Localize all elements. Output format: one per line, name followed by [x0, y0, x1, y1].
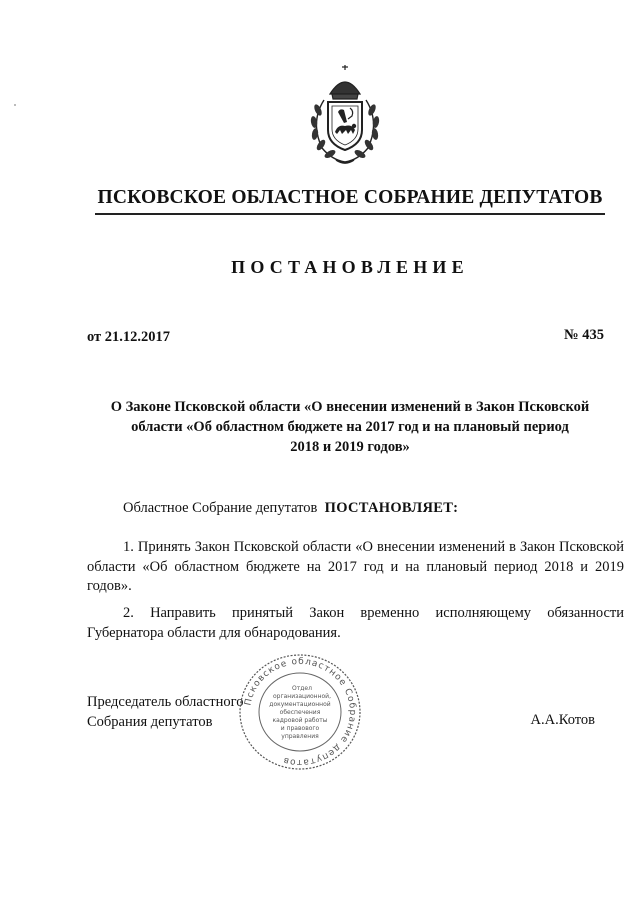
- stamp-inner-line: обеспечения: [279, 709, 321, 716]
- stamp-outer-text: Псковское областное Собрание депутатов: [243, 656, 358, 768]
- stamp-inner-line: Отдел: [292, 685, 312, 692]
- resolution-item-1: 1. Принять Закон Псковской области «О внесении изменений в Закон Псковской области «Об областном бюджете на 2017 год и на плановый период 2018 и 2019 годов».: [87, 539, 624, 594]
- resolution-item-2: 2. Направить принятый Закон временно исполняющему обязанности Губернатора области для обнародования.: [87, 605, 624, 641]
- organization-title: ПСКОВСКОЕ ОБЛАСТНОЕ СОБРАНИЕ ДЕПУТАТОВ: [97, 187, 603, 208]
- stamp-inner-line: кадровой работы: [272, 717, 328, 724]
- stamp-inner-line: документационной: [269, 701, 331, 708]
- coat-of-arms-emblem: [302, 64, 388, 168]
- resolution-intro: [123, 500, 458, 517]
- document-number: № 435: [564, 327, 604, 343]
- subject-line: 2018 и 2019 годов»: [290, 439, 410, 455]
- subject-line: области «Об областном бюджете на 2017 год и на плановый период: [131, 419, 569, 435]
- stamp-inner-line: организационной,: [273, 693, 331, 700]
- document-date: от 21.12.2017: [87, 329, 171, 345]
- signatory-title-line: Председатель областного: [87, 694, 244, 710]
- signatory-name: А.А.Котов: [530, 712, 595, 728]
- intro-text: Областное Собрание депутатов: [123, 500, 318, 516]
- document-type-title: ПОСТАНОВЛЕНИЕ: [231, 257, 469, 277]
- header-rule: [95, 213, 605, 215]
- signatory-title: [87, 692, 243, 732]
- stamp-inner-line: управления: [281, 733, 319, 740]
- official-stamp: [236, 650, 364, 774]
- document-subject: [85, 397, 615, 457]
- signatory-title-line: Собрания депутатов: [87, 714, 213, 730]
- stamp-inner-line: и правового: [280, 725, 320, 732]
- subject-line: О Законе Псковской области «О внесении изменений в Закон Псковской: [110, 399, 590, 415]
- intro-resolves: ПОСТАНОВЛЯЕТ:: [324, 500, 459, 516]
- margin-mark: [14, 104, 16, 106]
